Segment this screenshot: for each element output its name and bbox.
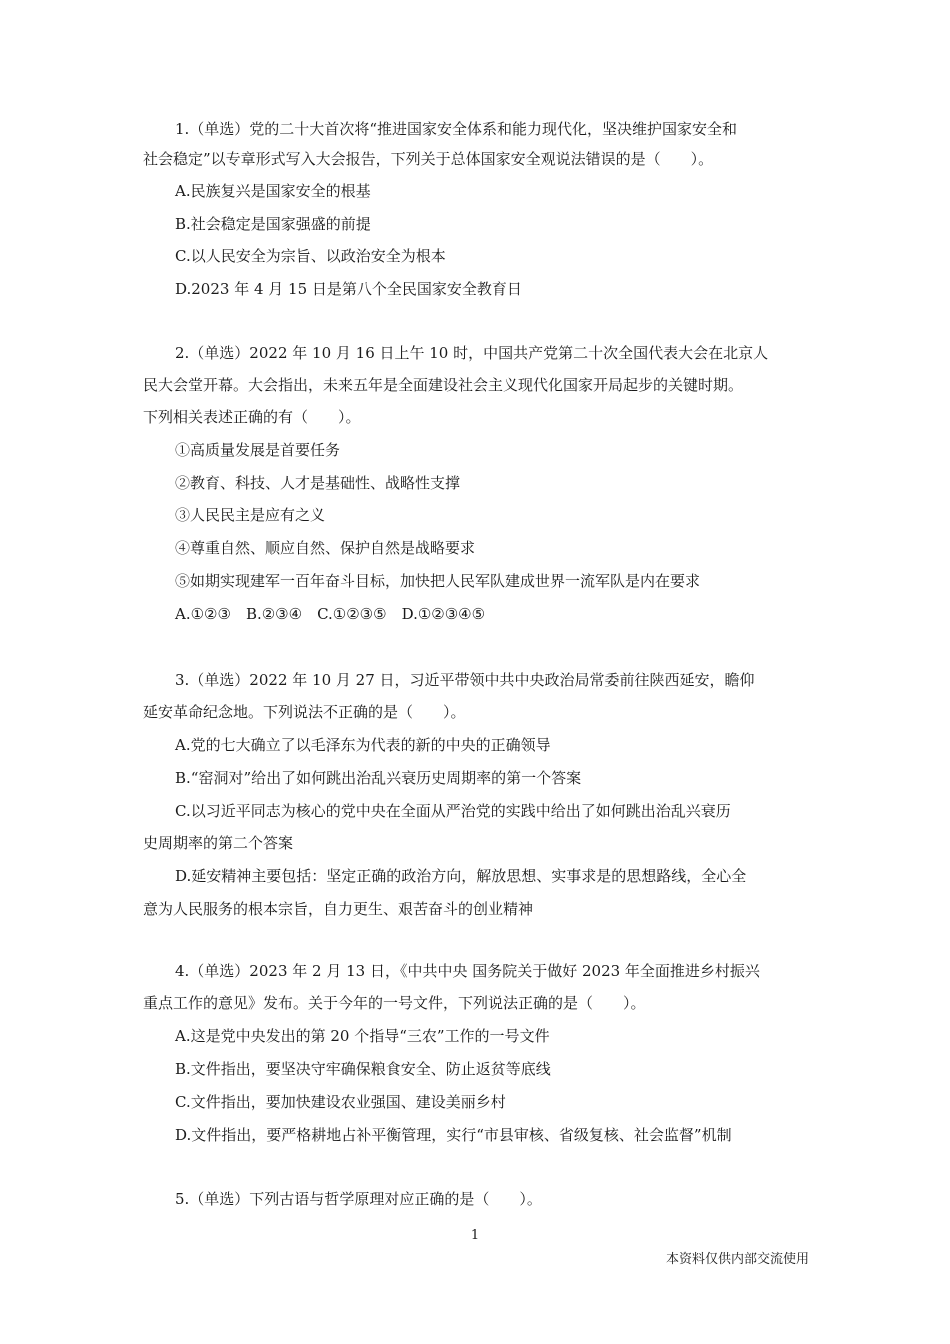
question-stem-line: 重点工作的意见》发布。关于今年的一号文件，下列说法正确的是（ ）。 [143, 994, 646, 1012]
question-stem-line: 5.（单选）下列古语与哲学原理对应正确的是（ ）。 [175, 1190, 542, 1208]
answer-option: B.社会稳定是国家强盛的前提 [175, 215, 371, 233]
answer-option: D.2023 年 4 月 15 日是第八个全民国家安全教育日 [175, 280, 522, 298]
question-stem-line: 2.（单选）2022 年 10 月 16 日上午 10 时，中国共产党第二十次全国代表大会在北京人 [175, 344, 769, 362]
answer-option: C.以人民安全为宗旨、以政治安全为根本 [175, 247, 446, 265]
answer-option: A.这是党中央发出的第 20 个指导“三农”工作的一号文件 [175, 1027, 550, 1045]
answer-option: A.民族复兴是国家安全的根基 [175, 182, 371, 200]
question-stem-line: 社会稳定”以专章形式写入大会报告，下列关于总体国家安全观说法错误的是（ ）。 [143, 150, 714, 168]
question-stem-line: 1.（单选）党的二十大首次将“推进国家安全体系和能力现代化，坚决维护国家安全和 [175, 120, 737, 138]
footer-note: 本资料仅供内部交流使用 [665, 1252, 809, 1267]
answer-option-continued: 意为人民服务的根本宗旨，自力更生、艰苦奋斗的创业精神 [143, 900, 534, 918]
answer-option: ③人民民主是应有之义 [175, 506, 326, 524]
answer-option: ②教育、科技、人才是基础性、战略性支撑 [175, 474, 461, 492]
answer-option: D.文件指出，要严格耕地占补平衡管理，实行“市县审核、省级复核、社会监督”机制 [175, 1126, 732, 1144]
page-number: 1 [470, 1228, 480, 1243]
answer-option: B.文件指出，要坚决守牢确保粮食安全、防止返贫等底线 [175, 1060, 551, 1078]
question-stem-line: 民大会堂开幕。大会指出，未来五年是全面建设社会主义现代化国家开局起步的关键时期。 [143, 376, 744, 394]
answer-option: ④尊重自然、顺应自然、保护自然是战略要求 [175, 539, 476, 557]
answer-choices: A.①②③ B.②③④ C.①②③⑤ D.①②③④⑤ [175, 605, 486, 623]
answer-option-continued: 史周期率的第二个答案 [143, 834, 294, 852]
question-stem-line: 下列相关表述正确的有（ ）。 [143, 408, 361, 426]
answer-option: ⑤如期实现建军一百年奋斗目标，加快把人民军队建成世界一流军队是内在要求 [175, 572, 701, 590]
answer-option: C.以习近平同志为核心的党中央在全面从严治党的实践中给出了如何跳出治乱兴衰历 [175, 802, 731, 820]
answer-option: A.党的七大确立了以毛泽东为代表的新的中央的正确领导 [175, 736, 551, 754]
question-stem-line: 延安革命纪念地。下列说法不正确的是（ ）。 [143, 703, 466, 721]
answer-option: ①高质量发展是首要任务 [175, 441, 341, 459]
answer-option: B.“窑洞对”给出了如何跳出治乱兴衰历史周期率的第一个答案 [175, 769, 582, 787]
answer-option: C.文件指出，要加快建设农业强国、建设美丽乡村 [175, 1093, 506, 1111]
question-stem-line: 4.（单选）2023 年 2 月 13 日，《中共中央 国务院关于做好 2023 年全面推进乡村振兴 [175, 962, 760, 980]
question-stem-line: 3.（单选）2022 年 10 月 27 日，习近平带领中共中央政治局常委前往陕西延安，瞻仰 [175, 671, 755, 689]
answer-option: D.延安精神主要包括：坚定正确的政治方向，解放思想、实事求是的思想路线，全心全 [175, 867, 747, 885]
